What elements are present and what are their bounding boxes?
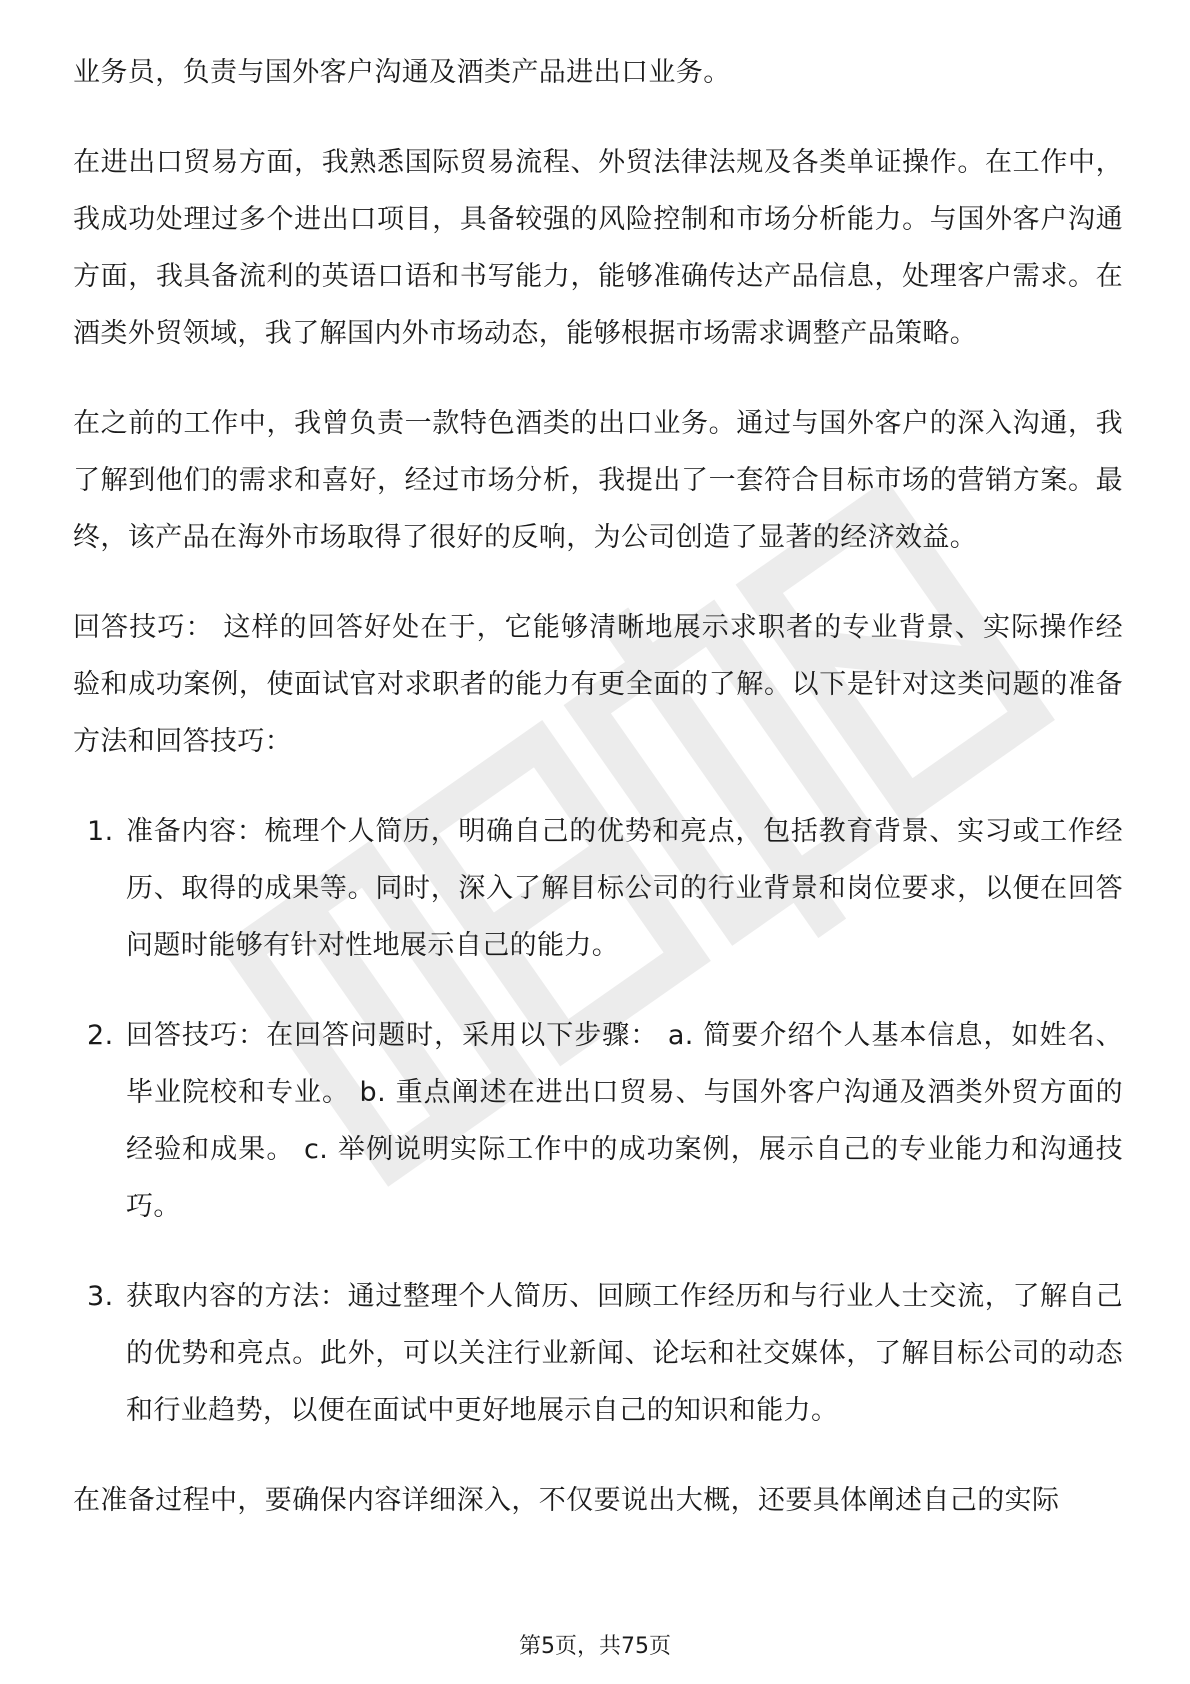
list-item-text: 准备内容：梳理个人简历，明确自己的优势和亮点，包括教育背景、实习或工作经历、取得的成果等。同时，深入了解目标公司的行业背景和岗位要求，以便在回答问题时能够有针对性地展示自己的能力。 (126, 816, 1123, 961)
numbered-list (73, 803, 1123, 1439)
closing-paragraph: 在准备过程中，要确保内容详细深入，不仅要说出大概，还要具体阐述自己的实际 (73, 1485, 1060, 1516)
list-item (73, 1007, 1123, 1235)
list-item (73, 803, 1123, 974)
list-item-number: 1. (87, 816, 114, 847)
list-item-text: 回答技巧：在回答问题时，采用以下步骤： a. 简要介绍个人基本信息，如姓名、毕业院校和专业。 b. 重点阐述在进出口贸易、与国外客户沟通及酒类外贸方面的经验和成果。 c. 举例说明实际工作中的成功案例，展示自己的专业能力和沟通技巧。 (126, 1020, 1123, 1222)
page-number-label: 第5页，共75页 (519, 1634, 671, 1659)
paragraph-3: 在之前的工作中，我曾负责一款特色酒类的出口业务。通过与国外客户的深入沟通，我了解到他们的需求和喜好，经过市场分析，我提出了一套符合目标市场的营销方案。最终，该产品在海外市场取得了很好的反响，为公司创造了显著的经济效益。 (73, 408, 1123, 553)
list-item-number: 2. (87, 1020, 114, 1051)
paragraph-1: 业务员，负责与国外客户沟通及酒类产品进出口业务。 (73, 57, 731, 88)
paragraph-4: 回答技巧： 这样的回答好处在于，它能够清晰地展示求职者的专业背景、实际操作经验和成功案例，使面试官对求职者的能力有更全面的了解。以下是针对这类问题的准备方法和回答技巧： (73, 612, 1123, 757)
document-body (73, 44, 1123, 1562)
list-item (73, 1268, 1123, 1439)
page-footer (0, 1632, 1190, 1662)
list-item-text: 获取内容的方法：通过整理个人简历、回顾工作经历和与行业人士交流，了解自己的优势和亮点。此外，可以关注行业新闻、论坛和社交媒体，了解目标公司的动态和行业趋势，以便在面试中更好地展示自己的知识和能力。 (126, 1281, 1123, 1426)
paragraph-2: 在进出口贸易方面，我熟悉国际贸易流程、外贸法律法规及各类单证操作。在工作中，我成功处理过多个进出口项目，具备较强的风险控制和市场分析能力。与国外客户沟通方面，我具备流利的英语口语和书写能力，能够准确传达产品信息，处理客户需求。在酒类外贸领域，我了解国内外市场动态，能够根据市场需求调整产品策略。 (73, 147, 1123, 349)
list-item-number: 3. (87, 1281, 114, 1312)
